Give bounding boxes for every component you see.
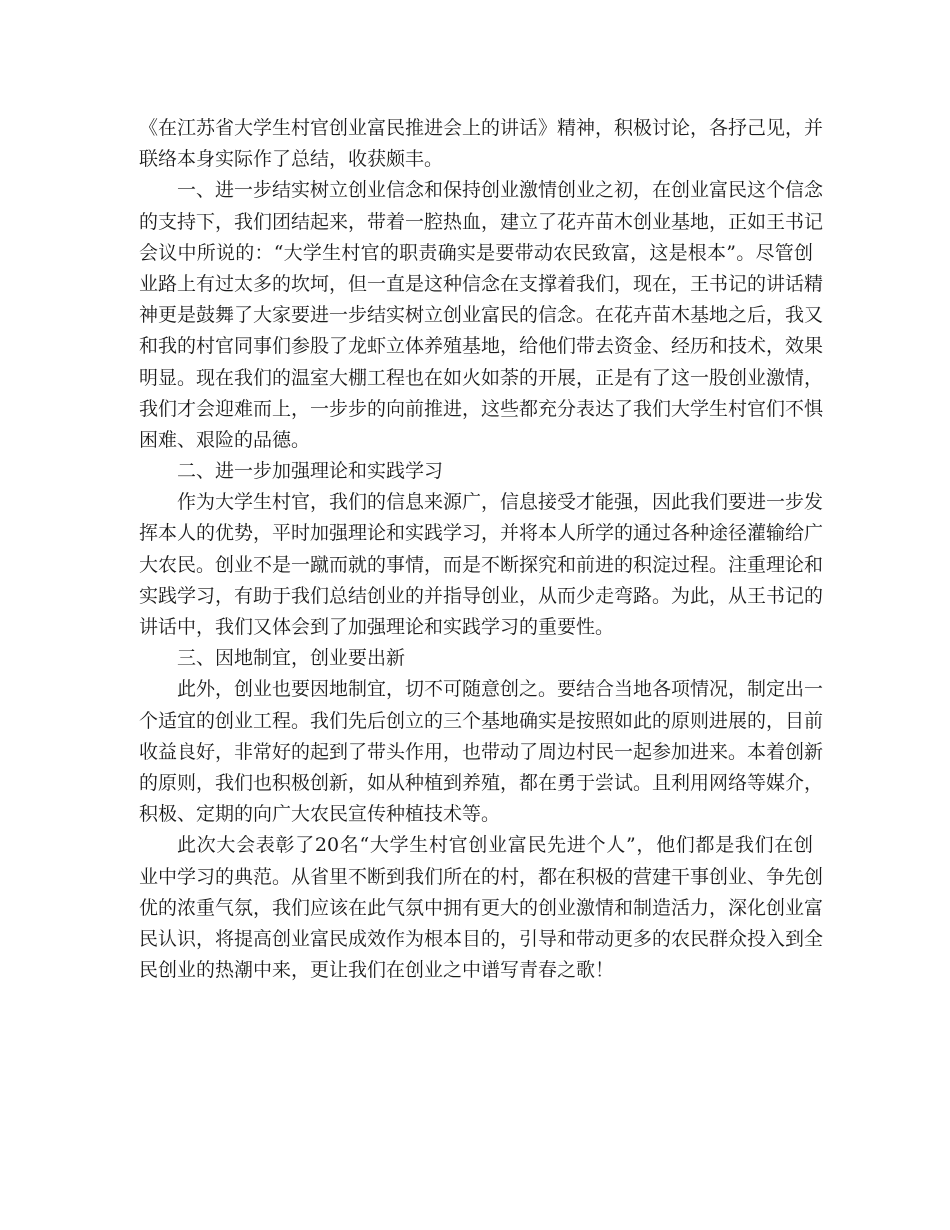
document-body: [139, 113, 824, 986]
text-line: 民创业的热潮中来，更让我们在创业之中谱写青春之歌！: [139, 959, 615, 982]
text-line: 明显。现在我们的温室大棚工程也在如火如荼的开展，正是有了这一股创业激情，: [139, 366, 824, 389]
text-line: 的支持下，我们团结起来，带着一腔热血，建立了花卉苗木创业基地，正如王书记: [139, 210, 824, 233]
text-line: 联络本身实际作了总结，收获颇丰。: [139, 148, 444, 171]
text-line: 《在江苏省大学生村官创业富民推进会上的讲话》精神，积极讨论，各抒己见，并: [139, 117, 824, 139]
text-line: 积极、定期的向广大农民宣传种植技术等。: [139, 803, 501, 826]
text-line: 民认识，将提高创业富民成效作为根本目的，引导和带动更多的农民群众投入到全: [139, 927, 824, 950]
text-line: 我们才会迎难而上，一步步的向前推进，这些都充分表达了我们大学生村官们不惧: [139, 397, 824, 420]
section-heading-1: 一、进一步结实树立创业信念和保持创业激情创业之初，在创业富民这个信念: [177, 179, 824, 202]
text-line: 作为大学生村官，我们的信息来源广，信息接受才能强，因此我们要进一步发: [177, 491, 824, 514]
text-line: 此外，创业也要因地制宜，切不可随意创之。要结合当地各项情况，制定出一: [177, 678, 824, 701]
text-line: 的原则，我们也积极创新，如从种植到养殖，都在勇于尝试。且利用网络等媒介，: [139, 771, 824, 794]
text-line: 收益良好，非常好的起到了带头作用，也带动了周边村民一起参加进来。本着创新: [139, 740, 824, 763]
text-line: 此次大会表彰了20名“大学生村官创业富民先进个人”，他们都是我们在创: [177, 834, 813, 857]
text-line: 困难、艰险的品德。: [139, 428, 311, 451]
text-line: 讲话中，我们又体会到了加强理论和实践学习的重要性。: [139, 616, 615, 638]
text-line: 业中学习的典范。从省里不断到我们所在的村，都在积极的营建干事创业、争先创: [139, 865, 824, 888]
text-line: 大农民。创业不是一蹴而就的事情，而是不断探究和前进的积淀过程。注重理论和: [139, 553, 824, 576]
text-line: 神更是鼓舞了大家要进一步结实树立创业富民的信念。在花卉苗木基地之后，我又: [139, 304, 824, 327]
section-heading-3: 三、因地制宜，创业要出新: [177, 647, 406, 670]
text-line: 实践学习，有助于我们总结创业的并指导创业，从而少走弯路。为此，从王书记的: [139, 584, 824, 607]
text-line: 业路上有过太多的坎坷，但一直是这种信念在支撑着我们，现在，王书记的讲话精: [139, 272, 824, 295]
text-line: 会议中所说的：“大学生村官的职责确实是要带动农民致富，这是根本”。尽管创: [139, 241, 813, 264]
text-line: 挥本人的优势，平时加强理论和实践学习，并将本人所学的通过各种途径灌输给广: [139, 522, 824, 545]
text-line: 个适宜的创业工程。我们先后创立的三个基地确实是按照如此的原则进展的，目前: [139, 709, 824, 732]
section-heading-2: 二、进一步加强理论和实践学习: [177, 460, 444, 483]
text-line: 和我的村官同事们参股了龙虾立体养殖基地，给他们带去资金、经历和技术，效果: [139, 335, 824, 358]
text-line: 优的浓重气氛，我们应该在此气氛中拥有更大的创业激情和制造活力，深化创业富: [139, 896, 824, 919]
